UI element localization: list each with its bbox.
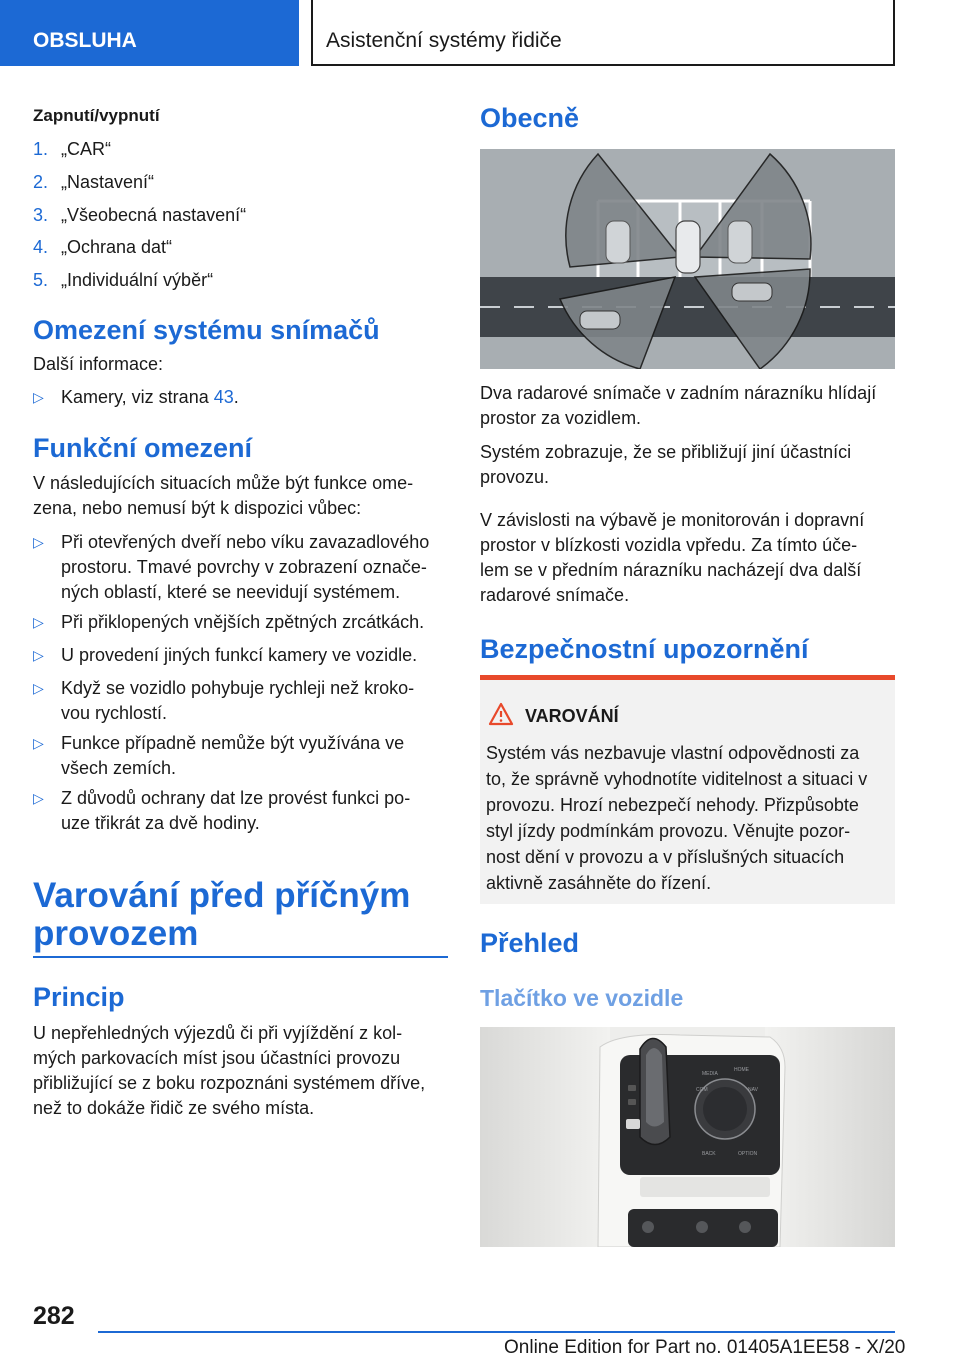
func-bullet-line: Při přiklopených vnějších zpětných zrcátkách. [61,612,425,632]
overview-heading: Přehled [480,928,580,958]
step-text: „Individuální výběr“ [61,270,214,290]
header-underline [311,64,895,66]
general-heading: Obecně [480,103,580,133]
footer-rule [98,1331,895,1333]
func-bullet-line: prostoru. Tmavé povrchy v zobrazení označe‐ [61,557,427,577]
principle-line-3: přibližující se z boku rozpoznáni systémem dříve, [33,1073,426,1093]
step-number: 5. [33,270,49,290]
step-text: „Nastavení“ [61,172,155,192]
main-heading-line-1: Varování před příčným [33,876,411,915]
func-bullet-line: všech zemích. [61,758,177,778]
onoff-heading: Zapnutí/vypnutí [33,106,160,125]
bullet-triangle-icon: ▷ [33,680,44,696]
step-number: 2. [33,172,49,192]
bullet-triangle-icon: ▷ [33,790,44,806]
warning-triangle-icon [488,702,514,726]
warning-label: VAROVÁNÍ [525,706,619,726]
func-bullet-line: uze třikrát za dvě hodiny. [61,813,260,833]
general-p2-line-1: Systém zobrazuje, že se přibližují jiní účastníci [480,442,852,462]
func-bullet-line: Při otevřených dveří nebo víku zavazadlového [61,532,430,552]
chapter-title: Asistenční systémy řidiče [326,29,562,52]
principle-line-4: než to dokáže řidič ze svého místa. [33,1098,315,1118]
edition-note: Online Edition for Part no. 01405A1EE58 - X/20 [504,1337,906,1358]
func-bullet-line: Z důvodů ochrany dat lze provést funkci po‐ [61,788,411,808]
safety-heading: Bezpečnostní upozornění [480,634,809,664]
radar-diagram [480,149,895,369]
console-label-home: HOME [734,1067,749,1073]
button-heading: Tlačítko ve vozidle [480,985,684,1011]
principle-line-2: mých parkovacích míst jsou účastníci provozu [33,1048,401,1068]
bullet-triangle-icon: ▷ [33,534,44,550]
func-bullet-line: vou rychlostí. [61,703,168,723]
step-number: 4. [33,237,49,257]
limits-intro: Další informace: [33,354,164,374]
general-p3-line-4: radarové snímače. [480,585,630,605]
general-p1-line-1: Dva radarové snímače v zadním nárazníku hlídají [480,383,877,403]
step-text: „Všeobecná nastavení“ [61,205,247,225]
bullet-triangle-icon: ▷ [33,647,44,663]
heading-rule [33,956,448,958]
func-bullet-line: U provedení jiných funkcí kamery ve vozidle. [61,645,418,665]
section-label: OBSLUHA [33,29,137,52]
func-intro-line-1: V následujících situacích může být funkce ome‐ [33,473,414,493]
bullet-triangle-icon: ▷ [33,735,44,751]
general-p3-line-3: lem se v předním nárazníku nacházejí dva další [480,560,862,580]
step-number: 3. [33,205,49,225]
header-divider [311,0,313,66]
func-intro-line-2: zena, nebo nemusí být k dispozici vůbec: [33,498,362,518]
limits-heading: Omezení systému snímačů [33,315,380,345]
general-p2-line-2: provozu. [480,467,550,487]
bullet-triangle-icon: ▷ [33,614,44,630]
step-text: „CAR“ [61,139,111,159]
step-number: 1. [33,139,49,159]
console-label-com: COM [696,1087,708,1093]
principle-line-1: U nepřehledných výjezdů či při vyjíždění z kol‐ [33,1023,403,1043]
general-p1-line-2: prostor za vozidlem. [480,408,642,428]
func-bullet-line: Funkce případně nemůže být využívána ve [61,733,405,753]
warning-box [480,675,895,904]
general-p3-line-2: prostor v blízkosti vozidla vpředu. Za tímto úče‐ [480,535,858,555]
bullet-triangle-icon: ▷ [33,389,44,405]
console-label-back: BACK [702,1151,716,1157]
console-label-nav: NAV [748,1087,758,1093]
main-heading-line-2: provozem [33,914,199,953]
warning-text: Systém vás nezbavuje vlastní odpovědnosti za to, že správně vyhodnotíte viditelnost a situaci v provozu. Hrozí nebezpečí nehody. Přizpůsobte styl jízdy podmínkám provozu. Věnujte pozor‐ nost dění v provozu a v příslušných situacích aktivně zasáhněte do řízení. [486,743,868,893]
console-label-media: MEDIA [702,1071,718,1077]
section-tab [0,0,299,66]
page-link[interactable]: 43 [213,387,234,407]
page-number: 282 [33,1302,75,1330]
principle-heading: Princip [33,982,125,1012]
console-photo [480,1027,895,1247]
func-limits-heading: Funkční omezení [33,433,253,463]
general-p3-line-1: V závislosti na výbavě je monitorován i dopravní [480,510,865,530]
step-text: „Ochrana dat“ [61,237,173,257]
header-divider-right [893,0,895,66]
console-label-option: OPTION [738,1151,758,1157]
func-bullet-line: ných oblastí, které se neevidují systémem. [61,582,401,602]
func-bullet-line: Když se vozidlo pohybuje rychleji než kroko‐ [61,678,415,698]
